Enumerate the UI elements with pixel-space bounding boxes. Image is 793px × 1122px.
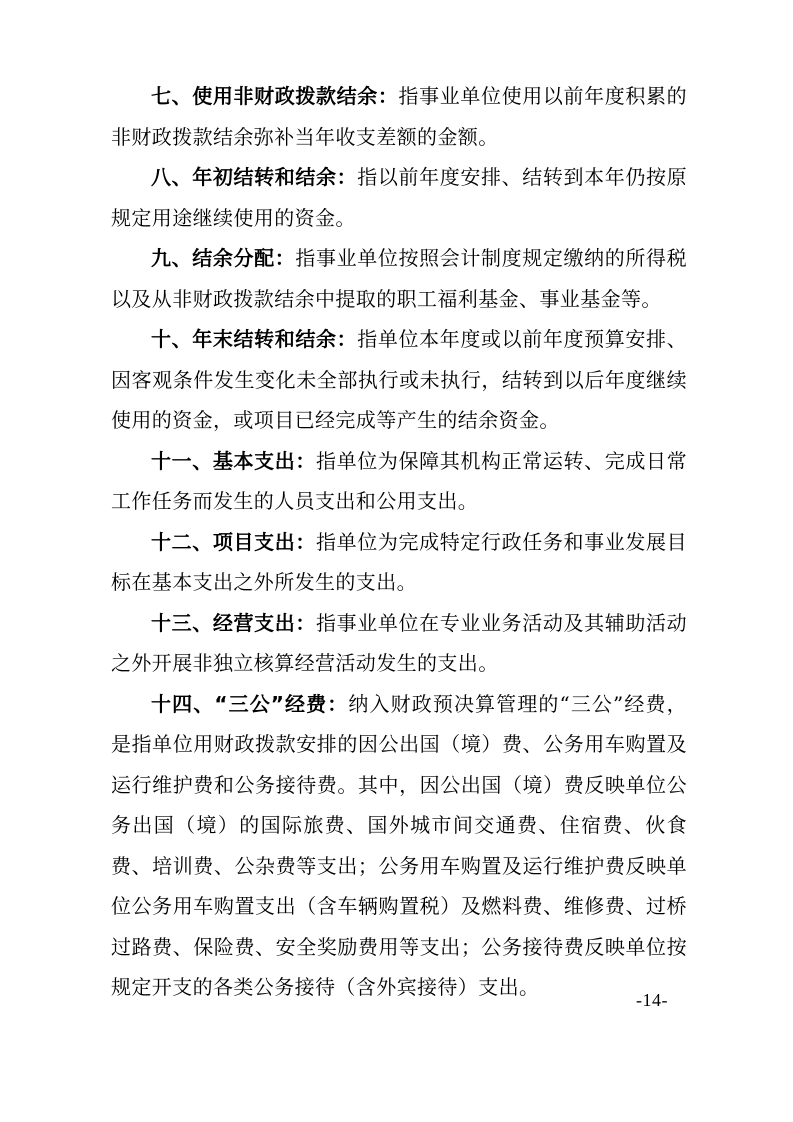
definition-text: 指单位为完成特定行政任务和事业发展目标在基本支出之外所发生的支出。 xyxy=(111,529,688,594)
definition-paragraph-8 xyxy=(111,157,687,238)
definition-term: 十一、基本支出： xyxy=(151,448,316,473)
definition-term: 九、结余分配： xyxy=(151,246,296,270)
definition-term: 十、年末结转和结余： xyxy=(151,327,358,351)
page-number: -14- xyxy=(636,990,668,1010)
definition-term: 十二、项目支出： xyxy=(151,529,316,554)
definition-text: 指单位为保障其机构正常运转、完成日常工作任务而发生的人员支出和公用支出。 xyxy=(111,448,688,513)
definition-paragraph-7 xyxy=(111,76,687,157)
definition-text: 指单位本年度或以前年度预算安排、因客观条件发生变化未全部执行或未执行，结转到以后年度继续使用的资金，或项目已经完成等产生的结余资金。 xyxy=(111,327,688,432)
definition-text: 指以前年度安排、结转到本年仍按原规定用途继续使用的资金。 xyxy=(111,165,688,230)
definition-text: 指事业单位使用以前年度积累的非财政拨款结余弥补当年收支差额的金额。 xyxy=(111,84,687,149)
definition-text: 指事业单位在专业业务活动及其辅助活动之外开展非独立核算经营活动发生的支出。 xyxy=(111,610,688,675)
definition-paragraph-12 xyxy=(111,522,687,603)
definition-text: 指事业单位按照会计制度规定缴纳的所得税以及从非财政拨款结余中提取的职工福利基金、事业基金等。 xyxy=(111,246,687,311)
definition-term: 七、使用非财政拨款结余： xyxy=(151,84,399,108)
definition-text: 纳入财政预决算管理的“三公”经费，是指单位用财政拨款安排的因公出国（境）费、公务用车购置及运行维护费和公务接待费。其中，因公出国（境）费反映单位公务出国（境）的国际旅费、国外城市间交通费、住宿费、伙食费、培训费、公杂费等支出；公务用车购置及运行维护费反映单位公务用车购置支出（含车辆购置税）及燃料费、维修费、过桥过路费、保险费、安全奖励费用等支出；公务接待费反映单位按规定开支的各类公务接待（含外宾接待）支出。 xyxy=(111,691,687,999)
definition-paragraph-11 xyxy=(111,441,687,522)
definition-term: 八、年初结转和结余： xyxy=(151,165,358,189)
definition-paragraph-9 xyxy=(111,238,687,319)
definition-term: 十四、“三公”经费： xyxy=(151,691,349,716)
definition-paragraph-14 xyxy=(111,684,687,1008)
definition-term: 十三、经营支出： xyxy=(151,610,316,635)
document-body xyxy=(111,76,687,1008)
definition-paragraph-10 xyxy=(111,319,687,441)
definition-paragraph-13 xyxy=(111,603,687,684)
